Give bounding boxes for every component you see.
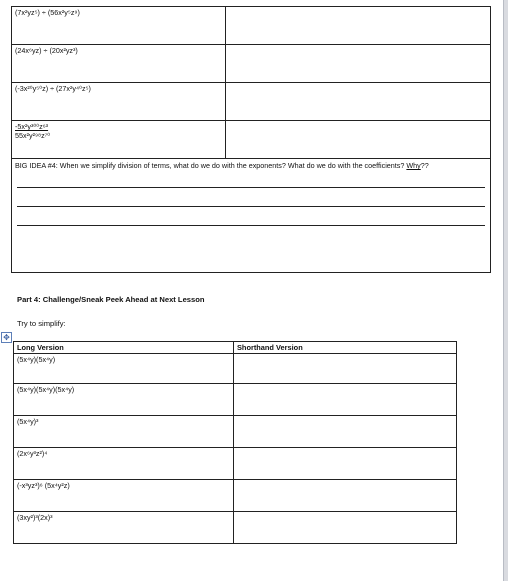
shorthand-cell[interactable]	[234, 512, 457, 544]
long-expression: (2x⁶y³z²)⁴	[17, 449, 48, 458]
table-row	[14, 480, 457, 512]
table-row	[14, 512, 457, 544]
fraction-numerator: -5x²y³⁰⁰z⁶³	[15, 122, 49, 131]
page-edge	[504, 0, 508, 581]
table-row	[14, 354, 457, 384]
header-shorthand-version: Shorthand Version	[234, 342, 457, 354]
problem-cell[interactable]	[12, 45, 226, 83]
table-row	[14, 384, 457, 416]
answer-cell[interactable]	[226, 7, 491, 45]
long-expression: (-x³yz³)⁶ (5x⁴y²z)	[17, 481, 70, 490]
shorthand-cell[interactable]	[234, 416, 457, 448]
long-version-cell[interactable]	[14, 354, 234, 384]
answer-line	[17, 196, 485, 207]
long-version-cell[interactable]	[14, 512, 234, 544]
table-row	[12, 121, 491, 159]
problem-expression: (7x²yz⁵) ÷ (56x²y⁵z⁹)	[15, 8, 80, 17]
answer-cell[interactable]	[226, 45, 491, 83]
shorthand-cell[interactable]	[234, 384, 457, 416]
table-header-row	[14, 342, 457, 354]
challenge-table	[13, 341, 457, 544]
fraction-denominator: 55x²y²⁹⁸z⁷⁰	[15, 131, 51, 140]
table-row	[12, 83, 491, 121]
long-version-cell[interactable]	[14, 448, 234, 480]
big-idea-cell[interactable]	[12, 159, 491, 273]
table-row	[14, 416, 457, 448]
problem-cell[interactable]	[12, 83, 226, 121]
long-version-cell[interactable]	[14, 416, 234, 448]
long-expression: (5x⁴y)(5x⁴y)(5x⁴y)	[17, 385, 75, 394]
table-row	[12, 159, 491, 273]
problem-expression: (24x⁶yz) ÷ (20x²yz³)	[15, 46, 78, 55]
answer-cell[interactable]	[226, 83, 491, 121]
big-idea-prompt	[15, 160, 487, 171]
division-practice-table	[11, 6, 491, 273]
table-row	[14, 448, 457, 480]
problem-cell[interactable]	[12, 121, 226, 159]
shorthand-cell[interactable]	[234, 354, 457, 384]
long-expression: (5x⁴y)(5x⁴y)	[17, 355, 56, 364]
header-long-version: Long Version	[14, 342, 234, 354]
answer-cell[interactable]	[226, 121, 491, 159]
shorthand-cell[interactable]	[234, 448, 457, 480]
long-version-cell[interactable]	[14, 384, 234, 416]
problem-expression: (-3x²⁰y⁵⁰z) ÷ (27x²y⁴⁰z⁵)	[15, 84, 91, 93]
table-row	[12, 45, 491, 83]
long-expression: (3xy²)³(2x)³	[17, 513, 53, 522]
long-expression: (5x⁴y)³	[17, 417, 39, 426]
problem-cell[interactable]	[12, 7, 226, 45]
answer-line	[17, 177, 485, 188]
part4-instruction: Try to simplify:	[17, 319, 66, 328]
table-row	[12, 7, 491, 45]
shorthand-cell[interactable]	[234, 480, 457, 512]
long-version-cell[interactable]	[14, 480, 234, 512]
answer-line	[17, 215, 485, 226]
big-idea-why: Why	[406, 161, 421, 170]
big-idea-text: BIG IDEA #4: When we simplify division of terms, what do we do with the exponents? What do we do with the coefficients?	[15, 161, 405, 170]
big-idea-suffix: ??	[420, 161, 429, 170]
part4-heading: Part 4: Challenge/Sneak Peek Ahead at Next Lesson	[17, 295, 205, 304]
move-arrows-icon[interactable]: ✥	[1, 332, 12, 343]
